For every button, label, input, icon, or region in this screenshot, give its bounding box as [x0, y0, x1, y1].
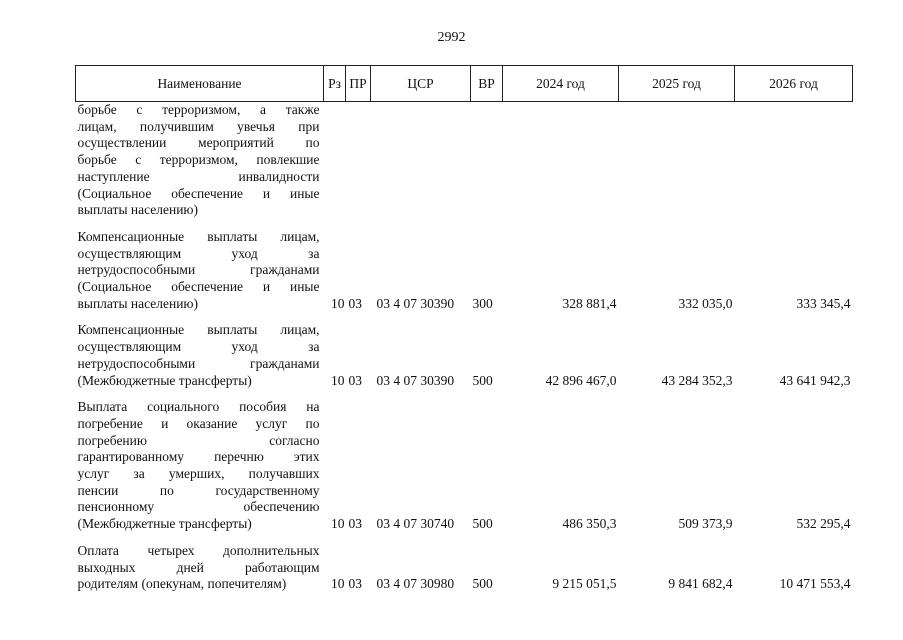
row-name-line: Компенсационные выплаты лицам,	[77, 228, 320, 244]
row-csr: 03 4 07 30390	[376, 372, 455, 388]
row-name-line: родителям (опекунам, попечителям)	[77, 576, 287, 592]
header-csr: ЦСР	[371, 66, 471, 102]
row-2024: 9 215 051,5	[552, 576, 617, 592]
row-rz: 10	[331, 576, 345, 592]
page-number: 2992	[437, 30, 466, 45]
row-2026: 333 345,4	[796, 295, 851, 311]
row-name-line: Оплата четырех дополнительных	[77, 542, 320, 558]
row-2025: 332 035,0	[678, 295, 733, 311]
row-2025: 43 284 352,3	[661, 372, 733, 388]
table-row	[76, 389, 853, 533]
header-name: Наименование	[76, 66, 324, 102]
row-name-line: осуществляющим уход за	[77, 245, 320, 261]
row-csr: 03 4 07 30390	[376, 295, 455, 311]
row-name	[76, 102, 324, 219]
row-name-line: наступление инвалидности	[77, 168, 320, 184]
row-vr: 300	[472, 295, 493, 311]
row-csr: 03 4 07 30980	[376, 576, 455, 592]
row-rz: 10	[331, 295, 345, 311]
row-name-line: пенсионному обеспечению	[77, 499, 320, 515]
table-row	[76, 219, 853, 313]
row-name	[76, 389, 324, 533]
row-name-line: погребение и оказание услуг по	[77, 415, 320, 431]
row-name-line: выходных дней работающим	[77, 559, 320, 575]
row-2025: 509 373,9	[678, 516, 733, 532]
row-pr: 03	[348, 372, 362, 388]
header-2026: 2026 год	[735, 66, 853, 102]
row-pr: 03	[348, 576, 362, 592]
budget-table	[75, 65, 853, 593]
header-vr: ВР	[471, 66, 503, 102]
header-pr: ПР	[346, 66, 371, 102]
row-name-line: лицам, получившим увечья при	[77, 118, 320, 134]
row-vr: 500	[472, 372, 493, 388]
row-csr: 03 4 07 30740	[376, 516, 455, 532]
row-2026: 10 471 553,4	[779, 576, 851, 592]
row-name-line: (Социальное обеспечение и иные	[77, 185, 320, 201]
row-name-line: осуществлении мероприятий по	[77, 135, 320, 151]
table-row	[76, 102, 853, 219]
table-header	[76, 66, 853, 102]
row-name-line: (Межбюджетные трансферты)	[77, 372, 252, 388]
row-pr: 03	[348, 295, 362, 311]
row-2026	[735, 102, 853, 219]
table-row	[76, 533, 853, 593]
row-name	[76, 312, 324, 389]
row-rz: 10	[331, 516, 345, 532]
row-2026: 43 641 942,3	[779, 372, 851, 388]
row-vr	[471, 102, 503, 219]
row-vr: 500	[472, 576, 493, 592]
row-vr: 500	[472, 516, 493, 532]
row-name-line: борьбе с терроризмом, повлекшие	[77, 152, 320, 168]
row-name-line: (Межбюджетные трансферты)	[77, 516, 252, 532]
row-name-line: борьбе с терроризмом, а также	[77, 102, 320, 117]
table-body	[76, 102, 853, 593]
row-rz	[324, 102, 346, 219]
row-name-line: выплаты населению)	[77, 295, 199, 311]
row-name-line: выплаты населению)	[77, 202, 199, 218]
header-2024: 2024 год	[503, 66, 619, 102]
header-rz: Рз	[324, 66, 346, 102]
header-2025: 2025 год	[619, 66, 735, 102]
row-name-line: осуществляющим уход за	[77, 339, 320, 355]
row-2026: 532 295,4	[796, 516, 851, 532]
row-rz: 10	[331, 372, 345, 388]
row-2024: 42 896 467,0	[545, 372, 617, 388]
row-name-line: нетрудоспособными гражданами	[77, 262, 320, 278]
row-2024: 486 350,3	[562, 516, 617, 532]
row-2025	[619, 102, 735, 219]
row-name-line: погребению согласно	[77, 432, 320, 448]
row-name-line: гарантированному перечню этих	[77, 449, 320, 465]
row-name-line: услуг за умерших, получавших	[77, 466, 320, 482]
row-2024	[503, 102, 619, 219]
table-row	[76, 312, 853, 389]
row-pr	[346, 102, 371, 219]
row-2025: 9 841 682,4	[668, 576, 733, 592]
row-name-line: пенсии по государственному	[77, 482, 320, 498]
row-name-line: нетрудоспособными гражданами	[77, 355, 320, 371]
row-2024: 328 881,4	[562, 295, 617, 311]
row-name-line: (Социальное обеспечение и иные	[77, 279, 320, 295]
row-name-line: Компенсационные выплаты лицам,	[77, 322, 320, 338]
row-name-line: Выплата социального пособия на	[77, 399, 320, 415]
row-pr: 03	[348, 516, 362, 532]
row-name	[76, 219, 324, 313]
row-name	[76, 533, 324, 593]
row-csr	[371, 102, 471, 219]
